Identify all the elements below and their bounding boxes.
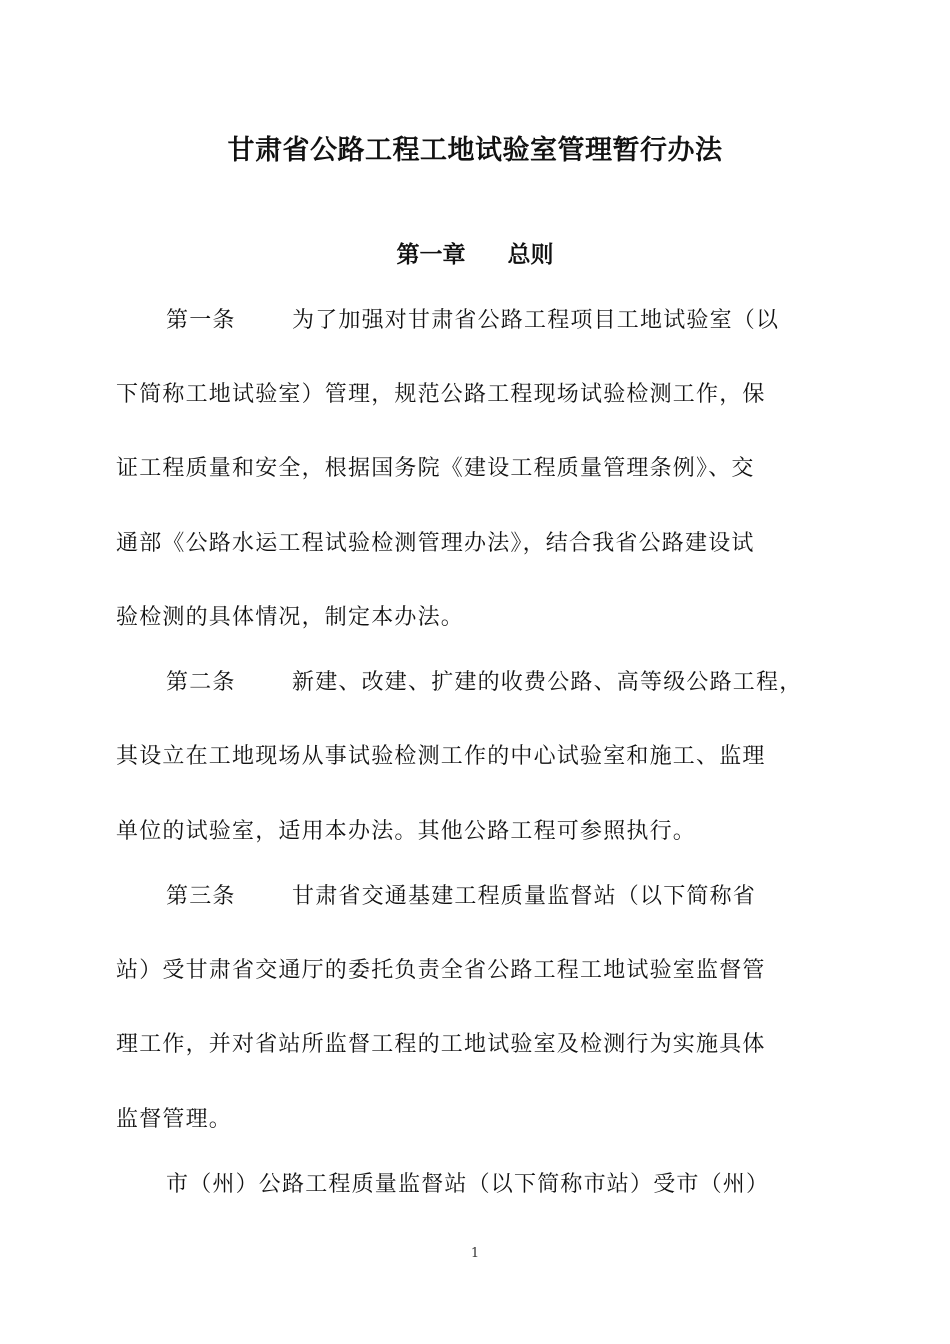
chapter-name: 总则 (507, 242, 554, 268)
article-1-label: 第一条 (166, 308, 236, 333)
article-3-line-2: 站）受甘肃省交通厅的委托负责全省公路工程工地试验室监督管 (116, 958, 766, 983)
article-1-line-4: 通部《公路水运工程试验检测管理办法》，结合我省公路建设试 (116, 531, 755, 556)
article-2-label: 第二条 (166, 670, 236, 695)
article-3-label: 第三条 (166, 884, 236, 909)
chapter-number: 第一章 (396, 242, 466, 268)
page-number: 1 (470, 1246, 480, 1261)
article-3-line-3: 理工作，并对省站所监督工程的工地试验室及检测行为实施具体 (116, 1032, 766, 1057)
article-1-line-1 (166, 306, 836, 336)
article-1-text: 为了加强对甘肃省公路工程项目工地试验室（以 (292, 308, 780, 333)
article-2-line-3: 单位的试验室，适用本办法。其他公路工程可参照执行。 (116, 819, 697, 844)
article-3-line-4: 监督管理。 (116, 1107, 233, 1132)
article-2-line-2: 其设立在工地现场从事试验检测工作的中心试验室和施工、监理 (116, 744, 766, 769)
continuation-paragraph: 市（州）公路工程质量监督站（以下简称市站）受市（州） (166, 1172, 770, 1197)
document-title: 甘肃省公路工程工地试验室管理暂行办法 (227, 135, 723, 166)
article-2-text: 新建、改建、扩建的收费公路、高等级公路工程， (292, 670, 803, 695)
article-1-line-5: 验检测的具体情况，制定本办法。 (116, 605, 465, 630)
article-3-line-1 (166, 882, 836, 912)
article-1-line-2: 下简称工地试验室）管理，规范公路工程现场试验检测工作，保 (116, 382, 766, 407)
article-3-text: 甘肃省交通基建工程质量监督站（以下简称省 (292, 884, 757, 909)
article-1-line-3: 证工程质量和安全，根据国务院《建设工程质量管理条例》、交 (116, 456, 755, 481)
article-2-line-1 (166, 668, 836, 698)
chapter-heading (0, 238, 950, 272)
